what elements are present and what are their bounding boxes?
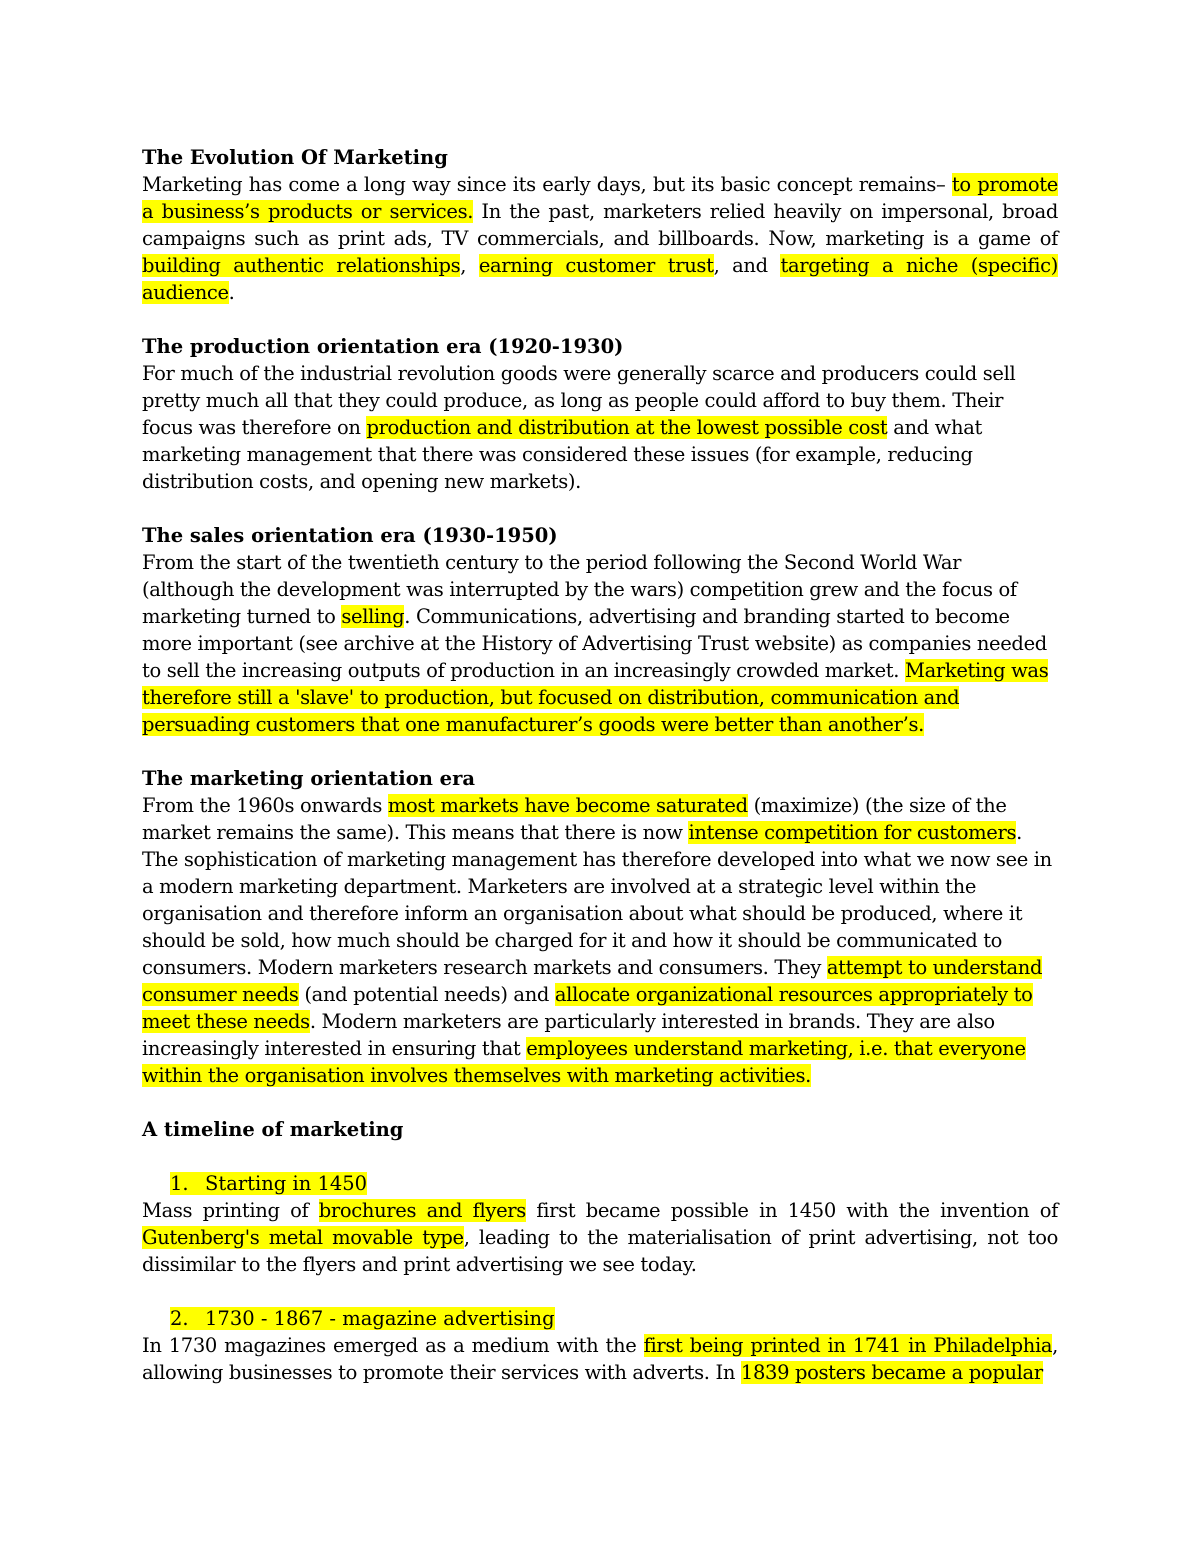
text-run: Mass printing of [142,1199,319,1222]
timeline-item-heading-2 [142,1305,1058,1332]
text-run: . Modern marketers are particularly interested in brands. They are also increasingly interested in ensuring that [142,1010,995,1060]
text-run: . [228,281,235,304]
section-title-sales: The sales orientation era (1930-1950) [142,524,558,547]
section-title-timeline: A timeline of marketing [142,1118,404,1141]
highlight: earning customer trust [478,254,714,277]
highlight: selling [341,605,405,628]
text-run: Marketing has come a long way since its early days, but its basic concept remains– [142,173,952,196]
highlight: targeting a niche (specific) audience [142,254,1058,304]
highlight: Marketing was therefore still a 'slave' to production, but focused on distribution, communication and persuading customers that one manufacturer’s goods were better than another’s. [142,659,1049,736]
highlight: intense competition for customers [688,821,1017,844]
text-run: , allowing businesses to promote their services with adverts. In [142,1334,1058,1384]
highlight: Gutenberg's metal movable type [142,1226,464,1249]
text-run: , [460,254,479,277]
highlight: to promote a business’s products or services. [142,173,1058,223]
text-run: , leading to the materialisation of print advertising, not too dissimilar to the flyers and print advertising we see today. [142,1226,1058,1276]
paragraph-marketing [142,792,1058,1089]
highlight: 1839 posters became a popular [740,1361,1043,1384]
list-number: 2. [170,1307,189,1330]
highlight: attempt to understand consumer needs [142,956,1043,1006]
text-run: From the start of the twentieth century to the period following the Second World War (although the development was interrupted by the wars) competition grew and the focus of marketing turned to [142,551,1017,628]
list-number: 1. [170,1172,189,1195]
text-run: For much of the industrial revolution goods were generally scarce and producers could sell pretty much all that they could produce, as long as people could afford to buy them. Their focus was therefore on [142,362,1016,439]
text-run: (and potential needs) and [298,983,555,1006]
text-run: (maximize) (the size of the market remains the same). This means that there is now [142,794,1007,844]
paragraph-sales [142,549,1058,738]
paragraph-timeline-2 [142,1332,1058,1386]
list-label: Starting in 1450 [205,1172,368,1195]
text-run: first became possible in 1450 with the invention of [525,1199,1058,1222]
highlight: most markets have become saturated [387,794,748,817]
text-run: . The sophistication of marketing management has therefore developed into what we now see in a modern marketing department. Marketers are involved at a strategic level within the organisation and therefore inform an organisation about what should be produced, where it should be sold, how much should be charged for it and how it should be communicated to consumers. Modern marketers research markets and consumers. They [142,821,1052,979]
section-title-production: The production orientation era (1920-1930) [142,335,624,358]
paragraph-production [142,360,1058,495]
text-run: and what marketing management that there was considered these issues (for example, reducing distribution costs, and opening new markets). [142,416,982,493]
text-run: , and [713,254,781,277]
highlight: building authentic relationships [142,254,461,277]
section-title-evolution: The Evolution Of Marketing [142,146,448,169]
highlight [170,1307,555,1330]
text-run: . Communications, advertising and branding started to become more important (see archive at the History of Advertising Trust website) as companies needed to sell the increasing outputs of production in an increasingly crowded market. [142,605,1047,682]
highlight: allocate organizational resources appropriately to meet these needs [142,983,1033,1033]
text-run: From the 1960s onwards [142,794,388,817]
paragraph-evolution [142,171,1058,306]
highlight: employees understand marketing, i.e. that everyone within the organisation involves themselves with marketing activities. [142,1037,1026,1087]
highlight: brochures and flyers [318,1199,526,1222]
text-run: In the past, marketers relied heavily on impersonal, broad campaigns such as print ads, TV commercials, and billboards. Now, marketing is a game of [142,200,1059,250]
list-label: 1730 - 1867 - magazine advertising [205,1307,555,1330]
section-title-marketing: The marketing orientation era [142,767,475,790]
paragraph-timeline-1 [142,1197,1058,1278]
timeline-item-heading-1 [142,1170,1058,1197]
highlight [170,1172,367,1195]
text-run: In 1730 magazines emerged as a medium with the [142,1334,644,1357]
highlight: first being printed in 1741 in Philadelphia [643,1334,1053,1357]
highlight: production and distribution at the lowest possible cost [366,416,888,439]
